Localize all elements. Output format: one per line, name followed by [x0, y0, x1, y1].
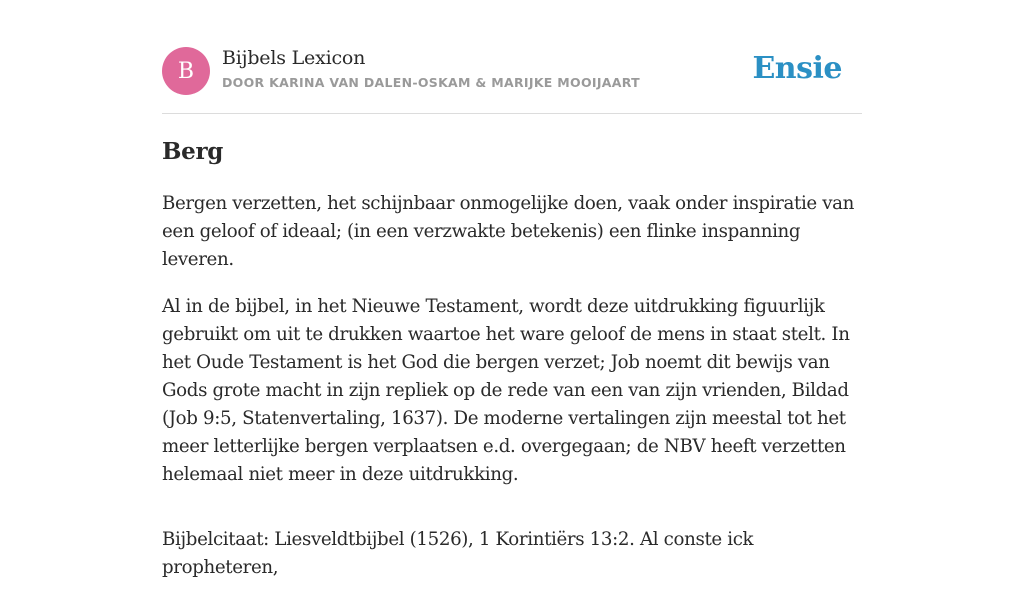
- entry-paragraph: Al in de bijbel, in het Nieuwe Testament, wordt deze uitdrukking figuurlijk gebruikt om uit te drukken waartoe het ware geloof de mens in staat stelt. In het Oude Testament is het God die bergen verzet; Job noemt dit bewijs van Gods grote macht in zijn repliek op de rede van een van zijn vrienden, Bildad (Job 9:5, Statenvertaling, 1637). De moderne vertalingen zijn meestal tot het meer letterlijke bergen verplaatsen e.d. overgegaan; de NBV heeft verzetten helemaal niet meer in deze uitdrukking.: [162, 296, 850, 485]
- article-page: [162, 0, 862, 578]
- book-authors: DOOR KARINA VAN DALEN-OSKAM & MARIJKE MOOIJAART: [222, 75, 640, 90]
- header-divider: [162, 113, 862, 114]
- book-header: [162, 46, 862, 96]
- entry-quote: Bijbelcitaat: Liesveldtbijbel (1526), 1 Korintiërs 13:2. Al conste ick propheteren,: [162, 529, 754, 578]
- book-avatar[interactable]: B: [162, 47, 210, 95]
- book-title-link[interactable]: Bijbels Lexicon: [222, 47, 366, 69]
- entry-paragraph: Bergen verzetten, het schijnbaar onmogelijke doen, vaak onder inspiratie van een geloof of ideaal; (in een verzwakte betekenis) een flinke inspanning leveren.: [162, 193, 855, 270]
- entry-body: [162, 190, 872, 601]
- ensie-logo[interactable]: Ensie: [752, 51, 842, 86]
- entry-title: Berg: [162, 138, 224, 165]
